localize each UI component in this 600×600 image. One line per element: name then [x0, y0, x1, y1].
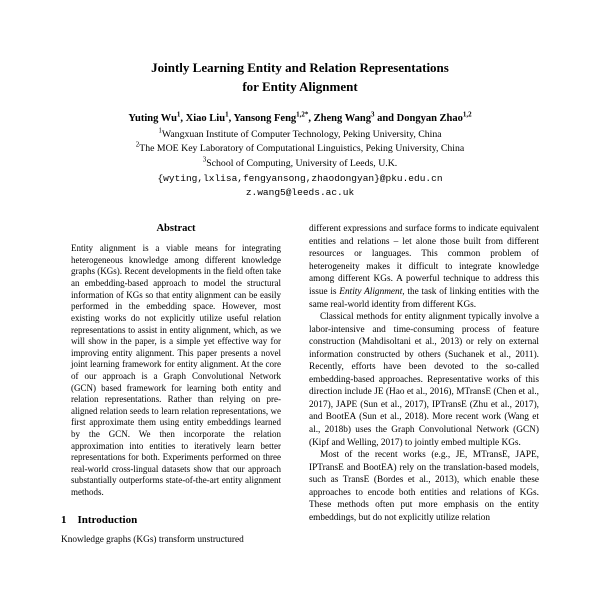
- paper-title: [0, 0, 600, 97]
- author: Yansong Feng$^{1,2*}$: [233, 110, 309, 124]
- body-paragraph: Most of the recent works (e.g., JE, MTransE, JAPE, IPTransE and BootEA) rely on the translation-based models, such as TransE (Bordes et al., 2013), which enable these approaches to encode both entities and relations of KGs. These methods often put more emphasis on the entity embeddings, but do not explicitly utilize relation: [309, 450, 539, 523]
- right-column: [309, 223, 539, 546]
- abstract-text: Entity alignment is a viable means for integrating heterogeneous knowledge among different knowledge graphs (KGs). Recent developments in the field often take an embedding-based approach to model the structural information of KGs so that entity alignment can be easily performed in the embedding space. However, most existing works do not explicitly utilize useful relation representations to assist in entity alignment, which, as we will show in the paper, is a simple yet effective way for improving entity alignment. This paper presents a novel joint learning framework for entity alignment. At the core of our approach is a Graph Convolutional Network (GCN) based framework for learning both entity and relation representations. Rather than relying on pre-aligned relation seeds to learn relation representations, we first approximate them using entity embeddings learned by the GCN. We then incorporate the relation approximation into entities to iteratively learn better representations for both. Experiments performed on three real-world cross-lingual datasets show that our approach substantially outperforms state-of-the-art entity alignment methods.: [71, 243, 281, 498]
- author: Yuting Wu$^1$: [128, 110, 181, 124]
- intro-first-line: Knowledge graphs (KGs) transform unstructured: [61, 534, 244, 545]
- email-block: [0, 172, 600, 201]
- section-1-title: Introduction: [77, 513, 138, 526]
- section-1-number: 1: [61, 513, 67, 526]
- body-paragraph: different expressions and surface forms to indicate equivalent entities and relations – let alone those built from different resources or languages. This common problem of heterogeneity makes it difficult to integrate knowledge among different KGs. A powerful technique to address this issue is Entity Alignment, the task of linking entities with the same real-world identity from different KGs.: [309, 224, 539, 310]
- author: Xiao Liu$^1$: [185, 110, 229, 124]
- paper-title-line-2: for Entity Alignment: [242, 78, 358, 94]
- body-paragraph: Classical methods for entity alignment typically involve a labor-intensive and time-consuming process of feature construction (Mahdisoltani et al., 2013) or rely on external information constructed by others (Suchanek et al., 2011). Recently, efforts have been devoted to the so-called embedding-based approaches. Representative works of this direction include JE (Hao et al., 2016), MTransE (Chen et al., 2017), JAPE (Sun et al., 2017), IPTransE (Zhu et al., 2017), and BootEA (Sun et al., 2018). More recent work (Wang et al., 2018b) uses the Graph Convolutional Network (GCN) (Kipf and Welling, 2017) to jointly embed multiple KGs.: [309, 312, 539, 448]
- affiliation-line: $^2$The MOE Key Laboratory of Computational Linguistics, Peking University, China: [135, 141, 465, 155]
- email-line-pku: {wyting,lxlisa,fengyansong,zhaodongyan}@pku.edu.cn: [157, 172, 443, 184]
- two-column-body: [0, 223, 600, 546]
- affiliation-line: $^1$Wangxuan Institute of Computer Technology, Peking University, China: [158, 126, 442, 140]
- author-line: Yuting Wu$^1$, Xiao Liu$^1$, Yansong Feng$^{1,2*}$, Zheng Wang$^3$ and Dongyan Zhao$^{1,2}$: [128, 110, 472, 124]
- abstract-heading: Abstract: [156, 223, 196, 235]
- author: Dongyan Zhao$^{1,2}$: [396, 110, 472, 124]
- paper-title-line-1: Jointly Learning Entity and Relation Representations: [151, 60, 449, 75]
- affiliation-line: $^3$School of Computing, University of Leeds, U.K.: [202, 155, 398, 170]
- left-column: [61, 223, 291, 546]
- affiliations: [0, 128, 600, 172]
- email-line-leeds: z.wang5@leeds.ac.uk: [245, 187, 355, 198]
- author: Zheng Wang$^3$: [313, 110, 375, 124]
- section-1-heading: [61, 514, 291, 526]
